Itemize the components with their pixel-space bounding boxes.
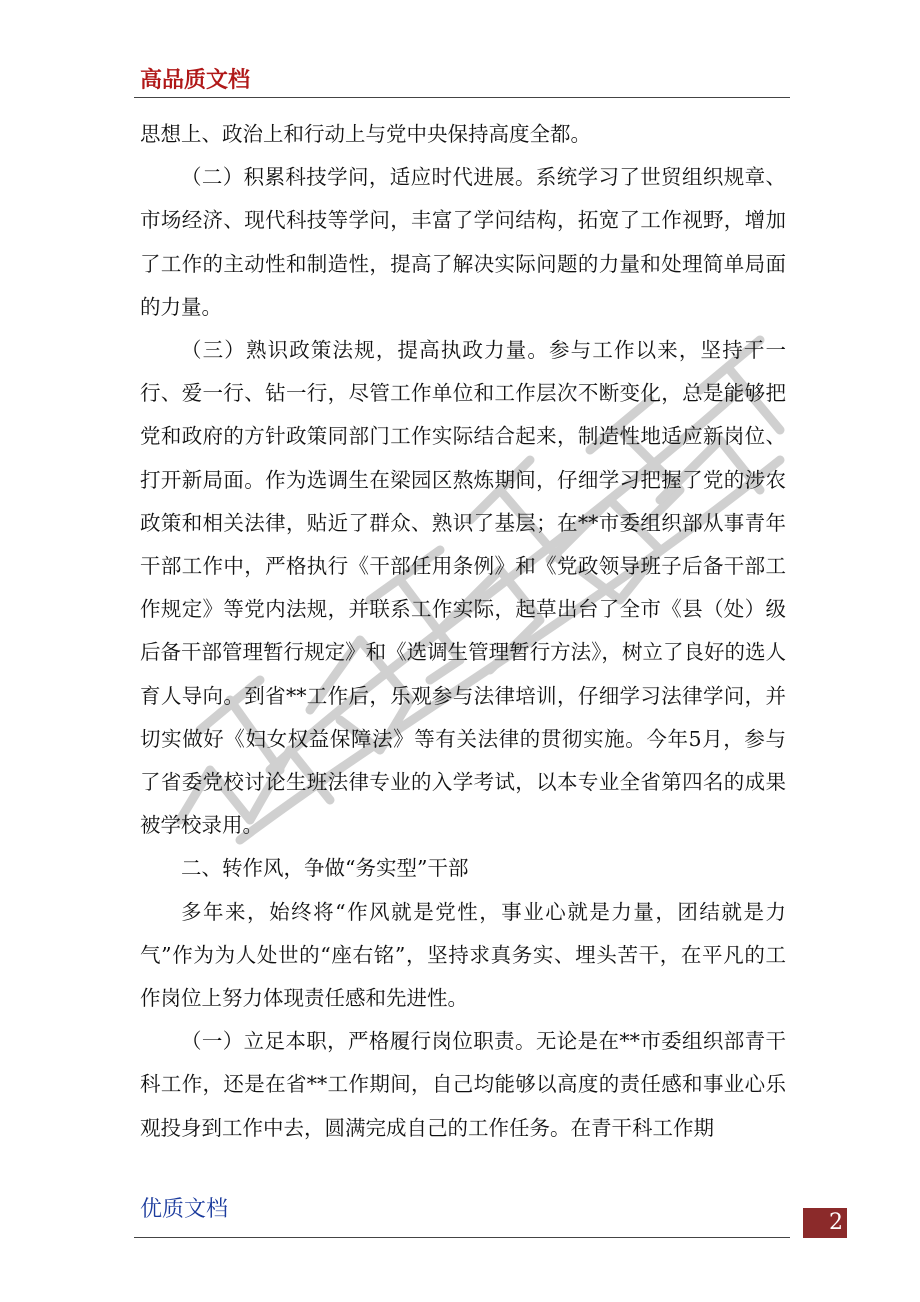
section-heading: 二、转作风，争做“务实型”干部 [181,856,469,881]
document-body [140,113,786,1150]
paragraph: 思想上、政治上和行动上与党中央保持高度全都。 [140,122,591,146]
paragraph: （二）积累科技学问，适应时代进展。系统学习了世贸组织规章、市场经济、现代科技等学问，丰富了学问结构，拓宽了工作视野，增加了工作的主动性和制造性，提高了解决实际问题的力量和处理简单局面的力量。 [140,165,786,319]
paragraph: （三）熟识政策法规，提高执政力量。参与工作以来，坚持干一行、爱一行、钻一行，尽管工作单位和工作层次不断变化，总是能够把党和政府的方针政策同部门工作实际结合起来，制造性地适应新岗位、打开新局面。作为选调生在梁园区熬炼期间，仔细学习把握了党的涉农政策和相关法律，贴近了群众、熟识了基层；在**市委组织部从事青年干部工作中，严格执行《干部任用条例》和《党政领导班子后备干部工作规定》等党内法规，并联系工作实际，起草出台了全市《县（处）级后备干部管理暂行规定》和《选调生管理暂行方法》，树立了良好的选人育人导向。到省**工作后，乐观参与法律培训，仔细学习法律学问，并切实做好《妇女权益保障法》等有关法律的贯彻实施。今年5月，参与了省委党校讨论生班法律专业的入学考试，以本专业全省第四名的成果被学校录用。 [140,338,786,838]
page-number-badge: 2 [803,1208,847,1238]
header-divider [134,97,790,98]
footer-title: 优质文档 [140,1197,229,1222]
paragraph: 多年来，始终将“作风就是党性，事业心就是力量，团结就是力气”作为为人处世的“座右铭”，坚持求真务实、埋头苦干，在平凡的工作岗位上努力体现责任感和先进性。 [140,899,786,1011]
paragraph: （一）立足本职，严格履行岗位职责。无论是在**市委组织部青干科工作，还是在省**工作期间，自己均能够以高度的责任感和事业心乐观投身到工作中去，圆满完成自己的工作任务。在青干科工作期 [140,1029,786,1140]
footer-divider [134,1237,790,1238]
header-title: 高品质文档 [140,68,251,93]
